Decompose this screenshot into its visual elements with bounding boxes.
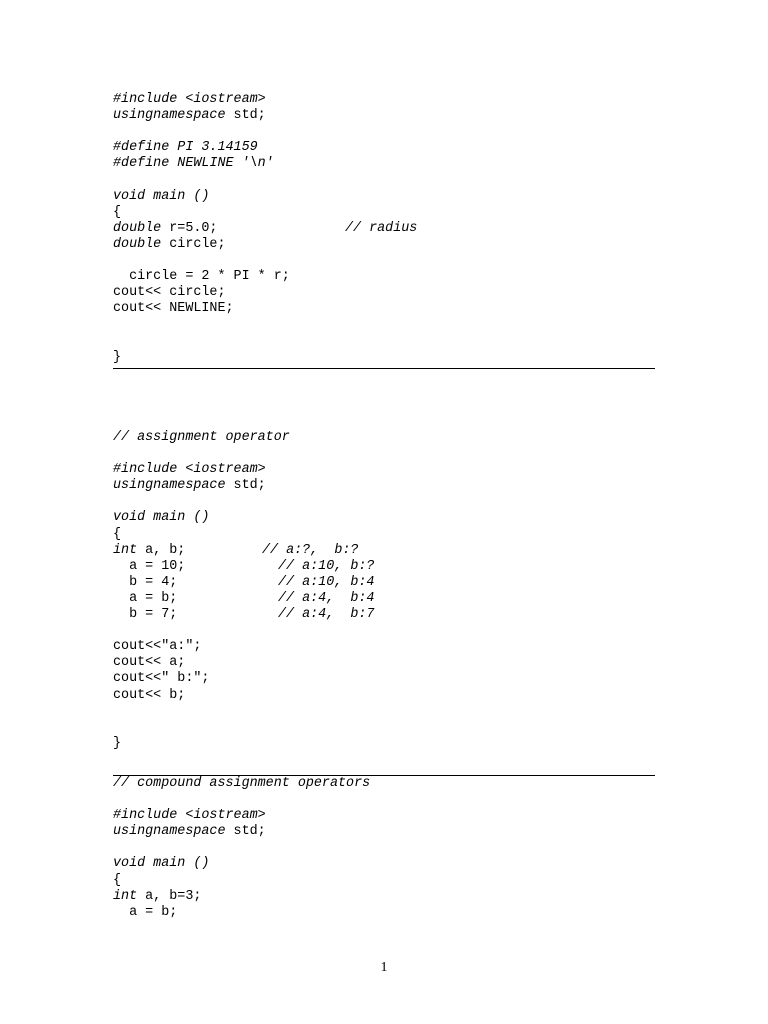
code-line: { [113, 526, 122, 542]
code-text: std; [225, 824, 266, 840]
code-line: void main () [113, 188, 210, 204]
code-line: cout<< circle; [113, 285, 226, 301]
blank-line [113, 253, 290, 269]
code-line [113, 574, 375, 591]
code-comment: // compound assignment operators [113, 776, 371, 791]
code-comment: // a:4, b:7 [278, 607, 375, 623]
keyword: double [113, 236, 162, 252]
code-text: a = b; [113, 590, 178, 606]
code-line: #include <iostream> [113, 462, 266, 478]
code-line [113, 220, 418, 237]
code-line [113, 824, 370, 840]
code-comment: // a:4, b:4 [278, 590, 375, 606]
page-number: 1 [380, 960, 388, 975]
code-line: cout<<"a:"; [113, 639, 202, 655]
code-line [113, 558, 375, 575]
keyword: usingnamespace [113, 824, 226, 840]
blank-line [113, 840, 370, 856]
code-line: void main () [113, 856, 210, 872]
code-line [113, 108, 290, 124]
section-divider [113, 368, 655, 369]
code-line [113, 889, 370, 905]
code-line: } [113, 349, 122, 365]
blank-line [113, 704, 290, 720]
code-line: cout<< b; [113, 687, 186, 703]
code-line [113, 542, 359, 559]
code-text: a, b=3; [137, 888, 202, 904]
blank-line [113, 333, 290, 349]
code-line [113, 478, 290, 494]
keyword: double [113, 220, 162, 236]
blank-line [113, 446, 290, 462]
code-line [113, 607, 375, 623]
blank-line [113, 792, 370, 808]
blank-line [113, 317, 290, 333]
code-text: std; [225, 108, 266, 124]
blank-line [113, 720, 290, 736]
code-line: } [113, 735, 122, 751]
keyword: int [113, 542, 138, 558]
code-line: #define PI 3.14159 [113, 140, 258, 156]
code-text: b = 7; [113, 607, 178, 623]
code-line: #include <iostream> [113, 92, 266, 107]
keyword: int [113, 888, 138, 904]
code-comment: // a:10, b:? [278, 558, 375, 574]
code-comment: // radius [345, 220, 418, 236]
code-text: std; [225, 478, 266, 494]
code-line: cout<< a; [113, 655, 186, 671]
blank-line [113, 623, 290, 639]
code-line [113, 237, 290, 253]
blank-line [113, 172, 290, 188]
code-block-compound-assignment [113, 776, 370, 921]
code-line: circle = 2 * PI * r; [113, 269, 290, 285]
keyword: usingnamespace [113, 108, 226, 124]
code-comment: // a:10, b:4 [278, 574, 375, 590]
code-block-circle [113, 92, 418, 366]
code-block-assignment [113, 430, 375, 752]
blank-line [113, 124, 290, 140]
code-line: void main () [113, 510, 210, 526]
code-text: a, b; [137, 542, 186, 558]
code-comment: // a:?, b:? [262, 542, 359, 558]
code-line [113, 590, 375, 607]
blank-line [113, 494, 290, 510]
code-line: a = b; [113, 904, 178, 920]
code-line: #define NEWLINE '\n' [113, 156, 274, 172]
code-text: b = 4; [113, 574, 178, 590]
code-text: r=5.0; [161, 220, 218, 236]
code-line: { [113, 204, 122, 220]
keyword: usingnamespace [113, 478, 226, 494]
code-line: #include <iostream> [113, 808, 266, 824]
code-line: { [113, 872, 122, 888]
code-line: cout<<" b:"; [113, 671, 210, 687]
code-text: circle; [161, 236, 226, 252]
code-text: a = 10; [113, 558, 186, 574]
code-line: cout<< NEWLINE; [113, 301, 234, 317]
code-comment: // assignment operator [113, 430, 290, 445]
